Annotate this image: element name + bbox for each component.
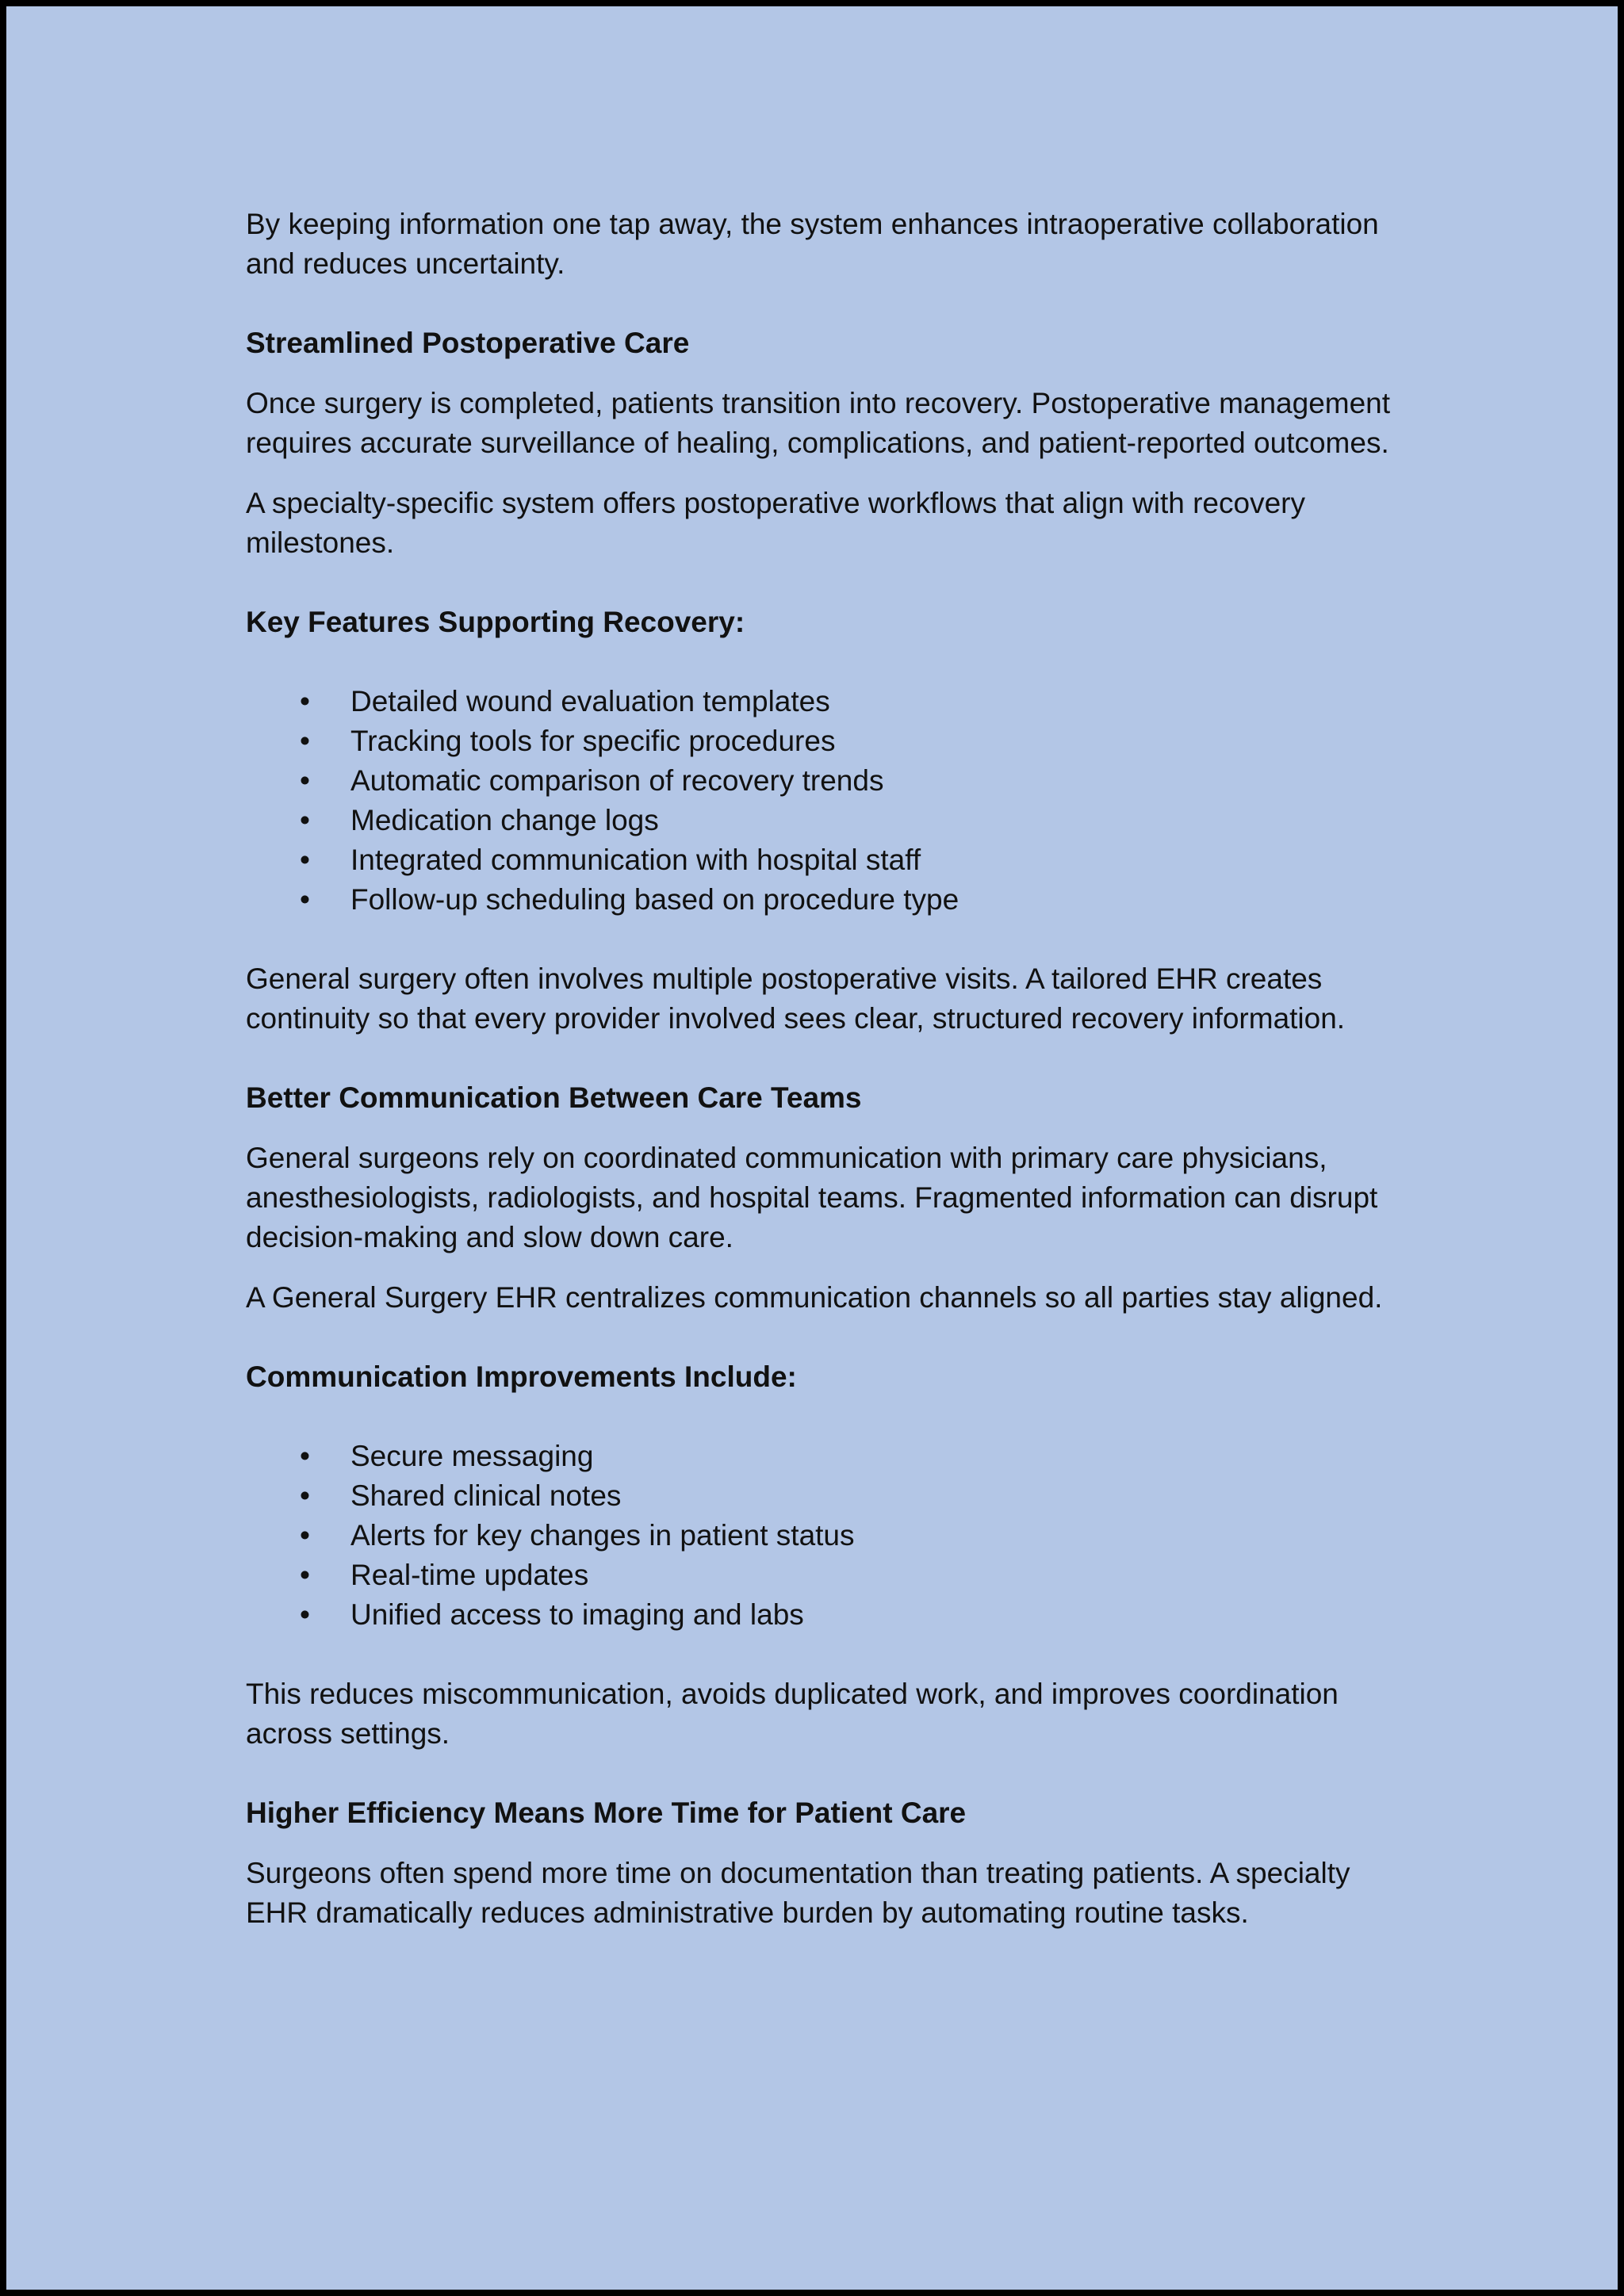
postop-paragraph-3: General surgery often involves multiple postoperative visits. A tailored EHR creates continuity so that every provider involved sees clear, structured recovery information. [246,962,1346,1035]
comm-improvements-heading: Communication Improvements Include: [246,1360,797,1393]
bullet-icon: • [300,764,310,797]
bullet-icon: • [300,1598,310,1631]
bullet-icon: • [300,1519,310,1552]
list-item [246,880,1404,920]
bullet-icon: • [300,1440,310,1472]
list-item [246,721,1404,761]
list-item [246,761,1404,801]
list-item-text: Medication change logs [350,804,659,836]
list-item [246,1476,1404,1516]
list-item-text: Shared clinical notes [350,1479,622,1512]
efficiency-heading: Higher Efficiency Means More Time for Patient Care [246,1797,967,1829]
list-item-text: Automatic comparison of recovery trends [350,764,884,797]
communication-paragraph-3: This reduces miscommunication, avoids duplicated work, and improves coordination across settings. [246,1678,1339,1750]
list-item [246,840,1404,880]
list-item [246,1516,1404,1556]
list-item [246,1437,1404,1476]
communication-heading: Better Communication Between Care Teams [246,1081,862,1114]
list-item-text: Real-time updates [350,1559,589,1591]
list-item [246,682,1404,721]
bullet-icon: • [300,1479,310,1512]
list-item-text: Follow-up scheduling based on procedure type [350,883,959,916]
bullet-icon: • [300,685,310,718]
list-item-text: Alerts for key changes in patient status [350,1519,855,1552]
bullet-icon: • [300,883,310,916]
list-item-text: Secure messaging [350,1440,594,1472]
document-content [246,205,1404,1933]
communication-paragraph-2: A General Surgery EHR centralizes communication channels so all parties stay aligned. [246,1281,1383,1314]
bullet-icon: • [300,1559,310,1591]
list-item-text: Integrated communication with hospital staff [350,844,921,876]
list-item-text: Tracking tools for specific procedures [350,725,836,757]
bullet-icon: • [300,844,310,876]
efficiency-paragraph-1: Surgeons often spend more time on documentation than treating patients. A specialty EHR dramatically reduces administrative burden by automating routine tasks. [246,1857,1350,1929]
postop-paragraph-2: A specialty-specific system offers postoperative workflows that align with recovery milestones. [246,487,1305,559]
recovery-features-heading: Key Features Supporting Recovery: [246,606,745,638]
communication-paragraph-1: General surgeons rely on coordinated communication with primary care physicians, anesthesiologists, radiologists, and hospital teams. Fragmented information can disrupt decision-making and slow down care. [246,1142,1378,1253]
list-item [246,1595,1404,1635]
intro-paragraph: By keeping information one tap away, the system enhances intraoperative collaboration and reduces uncertainty. [246,208,1379,280]
list-item-text: Detailed wound evaluation templates [350,685,830,718]
postop-paragraph-1: Once surgery is completed, patients transition into recovery. Postoperative management requires accurate surveillance of healing, complications, and patient-reported outcomes. [246,387,1391,459]
comm-improvements-list [246,1437,1404,1635]
bullet-icon: • [300,725,310,757]
postop-heading: Streamlined Postoperative Care [246,327,690,359]
list-item [246,1556,1404,1595]
list-item [246,801,1404,840]
bullet-icon: • [300,804,310,836]
recovery-features-list [246,682,1404,920]
list-item-text: Unified access to imaging and labs [350,1598,804,1631]
